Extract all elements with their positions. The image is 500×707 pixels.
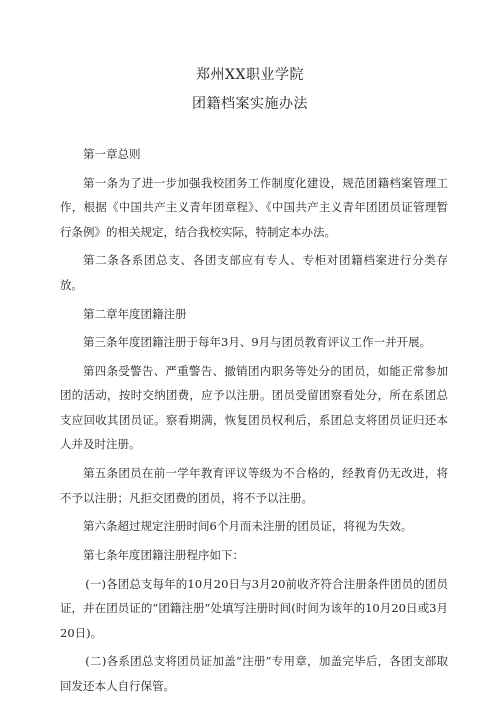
article-7-item-2: (二)各系团总支将团员证加盖“注册”专用章，加盖完毕后，各团支部取回发还本人自行保管。 (60, 654, 448, 693)
article-7-item-1: (一)各团总支每年的10月20日与3月20前收齐符合注册条件团员的团员证，并在团员证的“团籍注册”处填写注册时间(时间为该年的10月20日或3月20日)。 (60, 576, 448, 640)
document-body (60, 142, 448, 703)
article-7-paragraph: 第七条年度团籍注册程序如下： (83, 548, 244, 562)
document-title: 团籍档案实施办法 (192, 96, 308, 112)
article-4-paragraph: 第四条受警告、严重警告、撤销团内职务等处分的团员，如能正常参加团的活动，按时交纳团费，应予以注册。团员受留团察看处分，所在系团总支应回收其团员证。察看期满，恢复团员权利后，系团总支将团员证归还本人并及时注册。 (60, 363, 448, 452)
article-3-paragraph: 第三条年度团籍注册于每年3月、9月与团员教育评议工作一并开展。 (83, 335, 432, 350)
school-name-title: 郑州XX职业学院 (196, 67, 304, 83)
chapter-2-heading: 第二章年度团籍注册 (83, 306, 187, 321)
article-5-paragraph: 第五条团员在前一学年教育评议等级为不合格的，经教育仍无改进，将不予以注册；凡拒交团费的团员，将不予以注册。 (60, 466, 448, 505)
article-6-paragraph: 第六条超过规定注册时间6个月而未注册的团员证，将视为失效。 (83, 519, 413, 534)
article-1-paragraph: 第一条为了进一步加强我校团务工作制度化建设，规范团籍档案管理工作，根据《中国共产主义青年团章程》、《中国共产主义青年团团员证管理暂行条例》的相关规定，结合我校实际，特制定本办法。 (60, 175, 448, 239)
article-2-paragraph: 第二条各系团总支、各团支部应有专人、专柜对团籍档案进行分类存放。 (60, 253, 448, 292)
chapter-1-heading: 第一章总则 (83, 147, 141, 161)
